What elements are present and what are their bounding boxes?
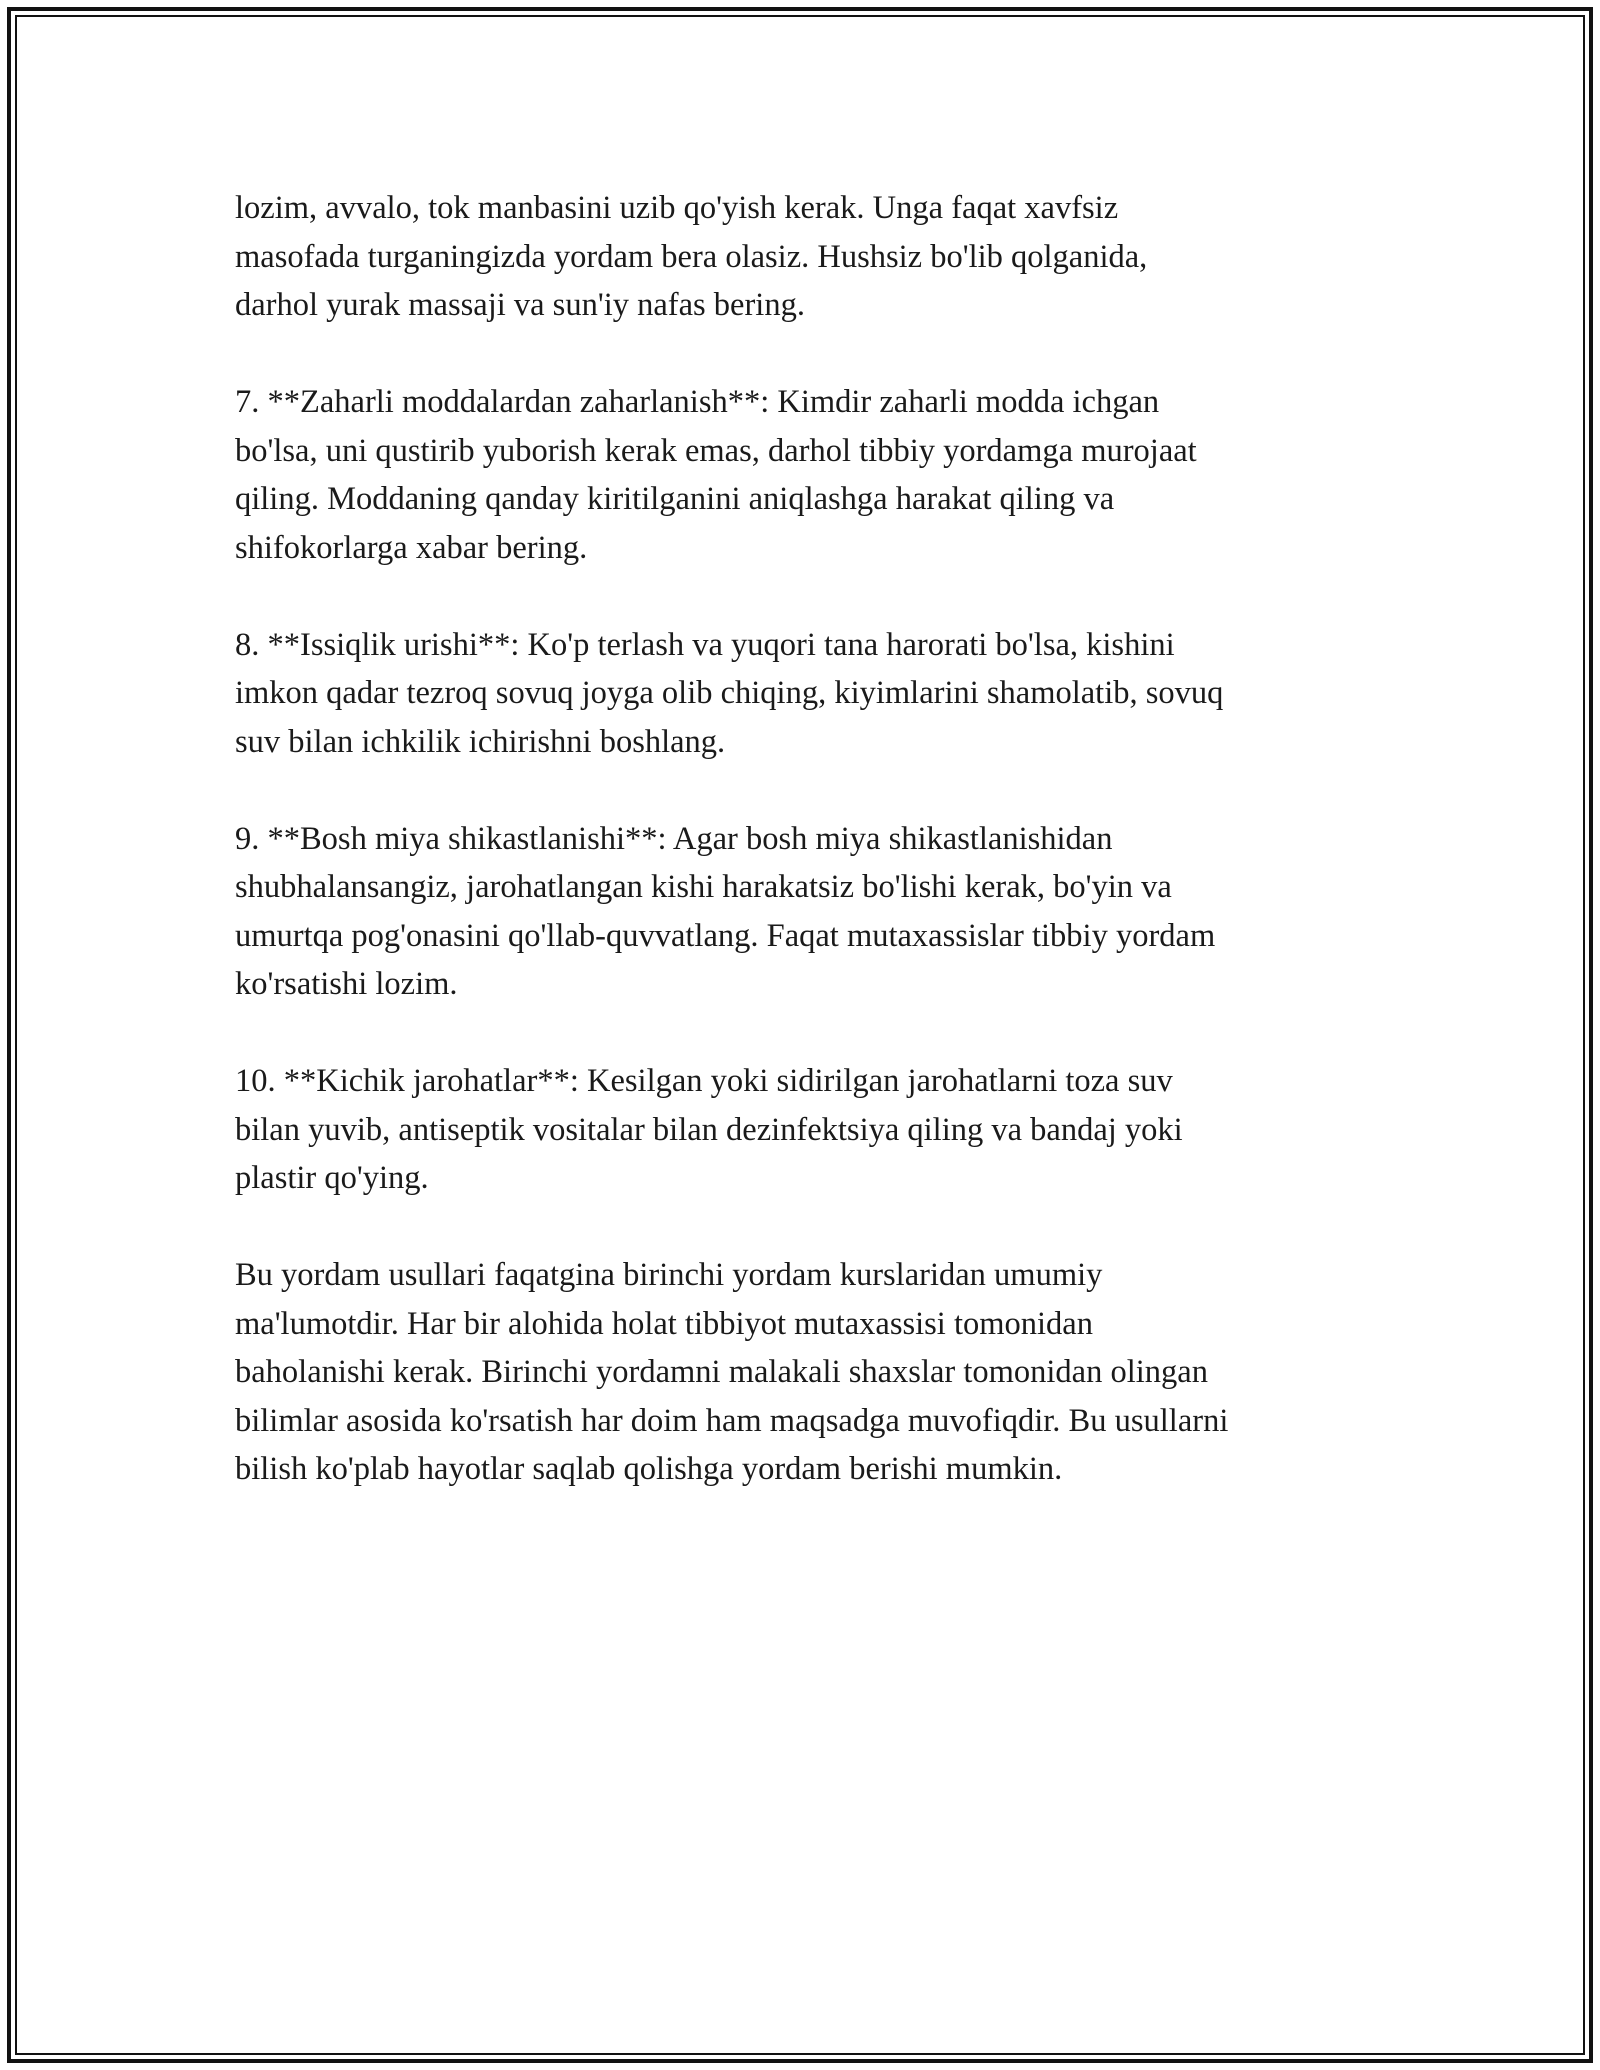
- paragraph-conclusion: [235, 1251, 1375, 1494]
- text-line: plastir qo'ying.: [235, 1160, 429, 1196]
- document-body: [235, 184, 1375, 1542]
- text-line: bilimlar asosida ko'rsatish har doim ham maqsadga muvofiqdir. Bu usullarni: [235, 1402, 1229, 1439]
- text-line: ma'lumotdir. Har bir alohida holat tibbiyot mutaxassisi tomonidan: [235, 1305, 1093, 1342]
- paragraph-minor-injuries: [235, 1057, 1375, 1203]
- text-line: 9. **Bosh miya shikastlanishi**: Agar bosh miya shikastlanishidan: [235, 820, 1113, 857]
- text-line: bo'lsa, uni qustirib yuborish kerak emas, darhol tibbiy yordamga murojaat: [235, 432, 1197, 469]
- text-line: lozim, avvalo, tok manbasini uzib qo'yish kerak. Unga faqat xavfsiz: [235, 190, 1119, 226]
- text-line: umurtqa pog'onasini qo'llab-quvvatlang. Faqat mutaxassislar tibbiy yordam: [235, 917, 1216, 954]
- text-line: darhol yurak massaji va sun'iy nafas bering.: [235, 287, 805, 323]
- paragraph-heat-stroke: [235, 621, 1375, 767]
- text-line: 10. **Kichik jarohatlar**: Kesilgan yoki sidirilgan jarohatlarni toza suv: [235, 1063, 1173, 1099]
- text-line: shifokorlarga xabar bering.: [235, 529, 588, 566]
- paragraph-poisoning: [235, 378, 1375, 572]
- text-line: baholanishi kerak. Birinchi yordamni malakali shaxslar tomonidan olingan: [235, 1354, 1208, 1390]
- text-line: shubhalansangiz, jarohatlangan kishi harakatsiz bo'lishi kerak, bo'yin va: [235, 869, 1172, 905]
- text-line: Bu yordam usullari faqatgina birinchi yordam kurslaridan umumiy: [235, 1257, 1103, 1293]
- text-line: qiling. Moddaning qanday kiritilganini aniqlashga harakat qiling va: [235, 481, 1115, 517]
- paragraph-electric-shock-continued: [235, 184, 1375, 330]
- text-line: masofada turganingizda yordam bera olasiz. Hushsiz bo'lib qolganida,: [235, 238, 1148, 275]
- paragraph-brain-injury: [235, 815, 1375, 1009]
- text-line: 7. **Zaharli moddalardan zaharlanish**: Kimdir zaharli modda ichgan: [235, 384, 1160, 420]
- text-line: bilan yuvib, antiseptik vositalar bilan dezinfektsiya qiling va bandaj yoki: [235, 1111, 1183, 1148]
- text-line: 8. **Issiqlik urishi**: Ko'p terlash va yuqori tana harorati bo'lsa, kishini: [235, 626, 1175, 663]
- text-line: ko'rsatishi lozim.: [235, 966, 458, 1002]
- text-line: imkon qadar tezroq sovuq joyga olib chiqing, kiyimlarini shamolatib, sovuq: [235, 675, 1224, 711]
- text-line: bilish ko'plab hayotlar saqlab qolishga yordam berishi mumkin.: [235, 1451, 1063, 1487]
- text-line: suv bilan ichkilik ichirishni boshlang.: [235, 723, 726, 760]
